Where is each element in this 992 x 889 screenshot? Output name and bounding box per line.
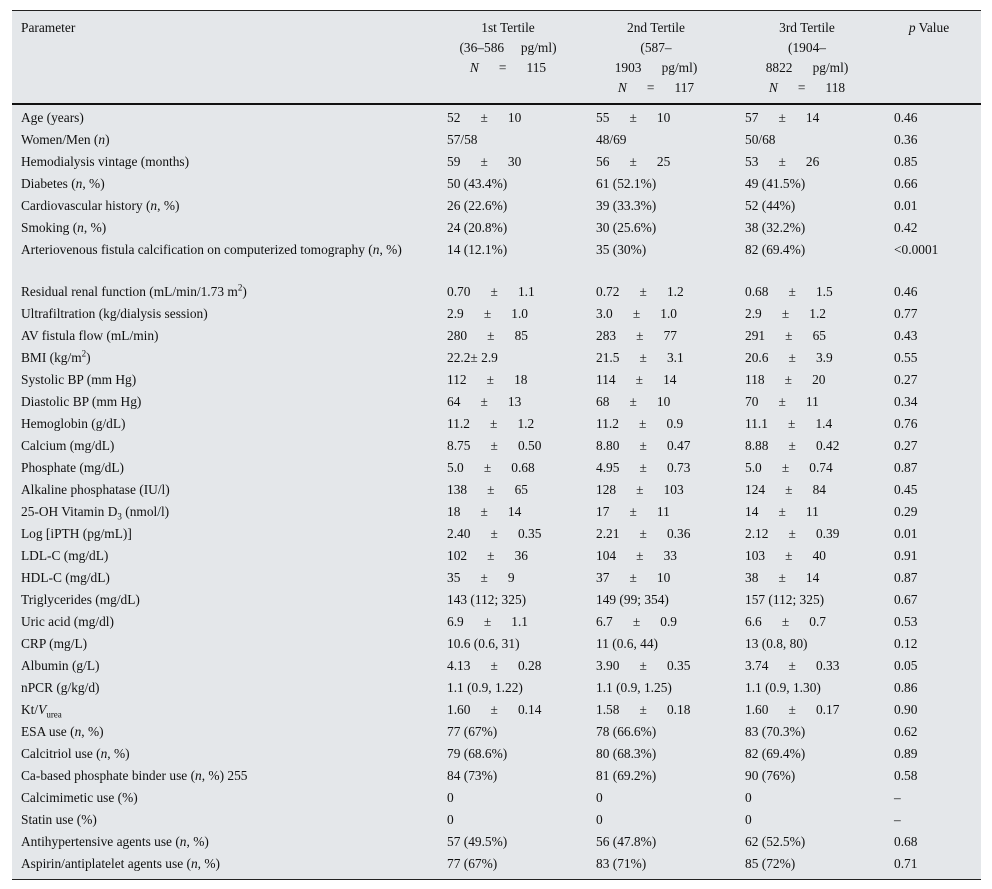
table-row [12,149,981,171]
row-tertile-2-value: 104 ± 33 [596,548,677,563]
header-tertile-2 [596,18,716,98]
row-p-value: 0.27 [894,372,918,387]
row-tertile-3-value: 38 ± 14 [745,570,820,585]
row-tertile-2-value: 39 (33.3%) [596,198,657,213]
row-parameter: Age (years) [21,110,84,125]
row-parameter: Alkaline phosphatase (IU/l) [21,482,170,497]
table-row [12,215,981,237]
row-p-value: – [894,790,901,805]
table-row [12,279,981,301]
header-p-value [894,18,964,38]
row-tertile-1-value: 77 (67%) [447,856,498,871]
row-p-value: 0.85 [894,154,918,169]
row-tertile-1-value: 0 [447,790,454,805]
table-row [12,477,981,499]
header-tertile-1-title: 1st Tertile [481,20,535,35]
row-parameter: Ultrafiltration (kg/dialysis session) [21,306,208,321]
row-p-value: 0.89 [894,746,918,761]
row-tertile-2-value: 37 ± 10 [596,570,671,585]
row-parameter: LDL-C (mg/dL) [21,548,109,563]
row-p-value: 0.58 [894,768,918,783]
row-tertile-1-value: 59 ± 30 [447,154,522,169]
row-p-value: 0.27 [894,438,918,453]
row-tertile-2-value: 128 ± 103 [596,482,684,497]
row-parameter: CRP (mg/L) [21,636,88,651]
row-parameter: Smoking (n, %) [21,220,107,235]
row-tertile-1-value: 35 ± 9 [447,570,515,585]
row-p-value: 0.86 [894,680,918,695]
header-tertile-2-range-start: (587– [640,40,672,55]
row-parameter: Aspirin/antiplatelet agents use (n, %) [21,856,220,871]
row-tertile-1-value: 0.70 ± 1.1 [447,284,535,299]
row-tertile-1-value: 1.60 ± 0.14 [447,702,542,717]
row-tertile-1-value: 102 ± 36 [447,548,528,563]
table-row [12,719,981,741]
row-tertile-1-value: 2.9 ± 1.0 [447,306,528,321]
row-parameter: Statin use (%) [21,812,97,827]
row-tertile-3-value: 38 (32.2%) [745,220,806,235]
row-tertile-3-value: 52 (44%) [745,198,796,213]
row-tertile-3-value: 83 (70.3%) [745,724,806,739]
row-p-value: 0.12 [894,636,918,651]
row-tertile-3-value: 14 ± 11 [745,504,819,519]
row-tertile-3-value: 118 ± 20 [745,372,826,387]
row-tertile-2-value: 55 ± 10 [596,110,671,125]
header-tertile-1-range: (36–586 pg/ml) [459,40,557,55]
row-tertile-3-value: 53 ± 26 [745,154,820,169]
row-p-value: 0.87 [894,460,918,475]
table-row [12,829,981,851]
row-parameter: Uric acid (mg/dl) [21,614,114,629]
row-tertile-3-value: 82 (69.4%) [745,746,806,761]
table-row [12,697,981,719]
row-parameter: Ca-based phosphate binder use (n, %) 255 [21,768,248,783]
table-row [12,631,981,653]
row-tertile-3-value: 6.6 ± 0.7 [745,614,826,629]
row-parameter: Residual renal function (mL/min/1.73 $m^2$) [21,282,247,299]
row-tertile-3-value: 1.60 ± 0.17 [745,702,840,717]
row-tertile-1-value: 77 (67%) [447,724,498,739]
table-row [12,543,981,565]
row-parameter: Log [iPTH (pg/mL)] [21,526,132,541]
row-tertile-3-value: 124 ± 84 [745,482,826,497]
row-tertile-3-value: 3.74 ± 0.33 [745,658,840,673]
row-tertile-3-value: 50/68 [745,132,776,147]
row-tertile-2-value: 17 ± 11 [596,504,670,519]
row-tertile-2-value: 48/69 [596,132,627,147]
row-tertile-1-value: 50 (43.4%) [447,176,508,191]
row-parameter: Arteriovenous fistula calcification on computerized tomography (n, %) [21,242,402,257]
row-p-value: – [894,812,901,827]
row-tertile-1-value: 57 (49.5%) [447,834,508,849]
row-tertile-1-value: 138 ± 65 [447,482,528,497]
row-p-value: 0.01 [894,198,918,213]
row-p-value: 0.66 [894,176,918,191]
row-tertile-3-value: 0 [745,790,752,805]
row-tertile-2-value: 80 (68.3%) [596,746,657,761]
row-tertile-3-value: 291 ± 65 [745,328,826,343]
header-tertile-3-range-end: 8822 pg/ml) [765,60,849,75]
row-tertile-2-value: 11 (0.6, 44) [596,636,658,651]
table-row [12,587,981,609]
row-tertile-2-value: 35 (30%) [596,242,647,257]
row-tertile-3-value: 0.68 ± 1.5 [745,284,833,299]
row-tertile-3-value: 0 [745,812,752,827]
row-tertile-2-value: 4.95 ± 0.73 [596,460,691,475]
header-tertile-2-title: 2nd Tertile [627,20,685,35]
row-tertile-3-value: 11.1 ± 1.4 [745,416,833,431]
row-parameter: Diastolic BP (mm Hg) [21,394,142,409]
table-row [12,785,981,807]
row-tertile-3-value: 13 (0.8, 80) [745,636,808,651]
table-row [12,301,981,323]
table-row [12,653,981,675]
row-tertile-2-value: 78 (66.6%) [596,724,657,739]
row-p-value: 0.29 [894,504,918,519]
row-p-value: 0.53 [894,614,918,629]
row-tertile-2-value: 56 ± 25 [596,154,671,169]
row-tertile-3-value: 90 (76%) [745,768,796,783]
header-tertile-1-n: N = 115 [469,60,547,75]
row-tertile-1-value: 11.2 ± 1.2 [447,416,535,431]
row-p-value: 0.46 [894,110,918,125]
row-tertile-1-value: 8.75 ± 0.50 [447,438,542,453]
row-tertile-2-value: 3.0 ± 1.0 [596,306,677,321]
row-tertile-2-value: 0.72 ± 1.2 [596,284,684,299]
row-parameter: nPCR (g/kg/d) [21,680,100,695]
table-row [12,433,981,455]
row-parameter: BMI $(kg/m^2)$ [21,348,91,365]
row-tertile-3-value: 103 ± 40 [745,548,826,563]
row-tertile-1-value: 79 (68.6%) [447,746,508,761]
row-tertile-2-value: 11.2 ± 0.9 [596,416,684,431]
row-parameter: Antihypertensive agents use (n, %) [21,834,209,849]
row-parameter: Women/Men (n) [21,132,110,147]
row-p-value: 0.76 [894,416,918,431]
table-row [12,763,981,785]
header-tertile-2-range-end: 1903 pg/ml) [614,60,698,75]
row-parameter: Calcitriol use (n, %) [21,746,130,761]
row-tertile-2-value: 68 ± 10 [596,394,671,409]
table-row [12,741,981,763]
row-tertile-2-value: 21.5 ± 3.1 [596,350,684,365]
row-parameter: 25-OH Vitamin $D_3$ (nmol/l) [21,504,170,522]
row-tertile-3-value: 62 (52.5%) [745,834,806,849]
row-p-value: 0.87 [894,570,918,585]
table-row [12,807,981,829]
header-p-value-label: p Value [908,20,950,35]
row-p-value: 0.01 [894,526,918,541]
row-tertile-3-value: 2.9 ± 1.2 [745,306,826,321]
row-tertile-3-value: 8.88 ± 0.42 [745,438,840,453]
header-tertile-1 [448,18,568,78]
row-p-value: 0.43 [894,328,918,343]
row-p-value: 0.05 [894,658,918,673]
row-tertile-3-value: 82 (69.4%) [745,242,806,257]
row-tertile-3-value: 49 (41.5%) [745,176,806,191]
row-tertile-2-value: 1.1 (0.9, 1.25) [596,680,672,695]
table-row [12,345,981,367]
row-parameter: Albumin (g/L) [21,658,100,673]
row-p-value: 0.68 [894,834,918,849]
row-tertile-2-value: 56 (47.8%) [596,834,657,849]
row-tertile-2-value: 114 ± 14 [596,372,677,387]
row-tertile-3-value: 70 ± 11 [745,394,819,409]
header-tertile-3-range-start: (1904– [788,40,826,55]
row-tertile-1-value: 24 (20.8%) [447,220,508,235]
row-p-value: 0.91 [894,548,918,563]
row-tertile-2-value: 149 (99; 354) [596,592,669,607]
row-parameter: Cardiovascular history (n, %) [21,198,180,213]
row-tertile-3-value: 85 (72%) [745,856,796,871]
row-p-value: 0.55 [894,350,918,365]
row-p-value: 0.67 [894,592,918,607]
row-parameter: ESA use (n, %) [21,724,104,739]
header-tertile-3-n: N = 118 [768,80,846,95]
table-row [12,171,981,193]
row-parameter: AV fistula flow (mL/min) [21,328,159,343]
row-tertile-2-value: 83 (71%) [596,856,647,871]
row-tertile-1-value: 0 [447,812,454,827]
row-parameter: Hemodialysis vintage (months) [21,154,190,169]
header-parameter-label: Parameter [21,20,76,35]
row-tertile-1-value: 14 (12.1%) [447,242,508,257]
row-tertile-2-value: 2.21 ± 0.36 [596,526,691,541]
row-tertile-1-value: 143 (112; 325) [447,592,527,607]
row-parameter: Phosphate (mg/dL) [21,460,125,475]
row-tertile-3-value: 5.0 ± 0.74 [745,460,833,475]
row-tertile-2-value: 283 ± 77 [596,328,677,343]
table-row [12,411,981,433]
row-parameter: Hemoglobin (g/dL) [21,416,126,431]
row-tertile-1-value: 5.0 ± 0.68 [447,460,535,475]
row-p-value: 0.62 [894,724,918,739]
row-parameter: Triglycerides (mg/dL) [21,592,140,607]
row-tertile-2-value: 61 (52.1%) [596,176,657,191]
row-tertile-1-value: 84 (73%) [447,768,498,783]
row-p-value: 0.45 [894,482,918,497]
row-tertile-1-value: 26 (22.6%) [447,198,508,213]
row-tertile-2-value: 81 (69.2%) [596,768,657,783]
row-tertile-2-value: 3.90 ± 0.35 [596,658,691,673]
row-tertile-1-value: 18 ± 14 [447,504,522,519]
header-tertile-3-title: 3rd Tertile [779,20,835,35]
row-tertile-1-value: 57/58 [447,132,478,147]
row-tertile-2-value: 0 [596,812,603,827]
row-parameter: Calcimimetic use (%) [21,790,138,805]
row-tertile-1-value: 6.9 ± 1.1 [447,614,528,629]
row-p-value: 0.46 [894,284,918,299]
row-parameter: HDL-C (mg/dL) [21,570,110,585]
header-parameter [21,18,75,38]
row-tertile-3-value: 1.1 (0.9, 1.30) [745,680,821,695]
row-tertile-1-value: 64 ± 13 [447,394,522,409]
row-tertile-3-value: 57 ± 14 [745,110,820,125]
row-tertile-2-value: 30 (25.6%) [596,220,657,235]
row-p-value: 0.42 [894,220,918,235]
table-row [12,193,981,215]
table-row [12,323,981,345]
table-row [12,127,981,149]
row-tertile-2-value: 6.7 ± 0.9 [596,614,677,629]
row-tertile-2-value: 8.80 ± 0.47 [596,438,691,453]
row-p-value: 0.36 [894,132,918,147]
row-parameter: Systolic BP (mm Hg) [21,372,137,387]
row-tertile-1-value: 22.2± 2.9 [447,350,498,365]
table-body [12,105,981,873]
table-row [12,851,981,873]
row-tertile-1-value: 1.1 (0.9, 1.22) [447,680,523,695]
row-tertile-2-value: 0 [596,790,603,805]
row-tertile-1-value: 52 ± 10 [447,110,522,125]
table-row [12,105,981,127]
table-row [12,521,981,543]
row-p-value: 0.71 [894,856,918,871]
row-p-value: 0.34 [894,394,918,409]
row-parameter: Calcium (mg/dL) [21,438,115,453]
table-row [12,675,981,697]
row-parameter: Diabetes (n, %) [21,176,105,191]
row-p-value: 0.77 [894,306,918,321]
row-p-value: <0.0001 [894,242,939,257]
table-row [12,367,981,389]
table-row [12,237,981,279]
data-table [12,10,981,880]
row-tertile-1-value: 2.40 ± 0.35 [447,526,542,541]
row-tertile-2-value: 1.58 ± 0.18 [596,702,691,717]
table-row [12,499,981,521]
row-tertile-3-value: 157 (112; 325) [745,592,825,607]
row-tertile-1-value: 4.13 ± 0.28 [447,658,542,673]
header-tertile-2-n: N = 117 [617,80,695,95]
table-row [12,389,981,411]
row-tertile-3-value: 2.12 ± 0.39 [745,526,840,541]
row-p-value: 0.90 [894,702,918,717]
row-tertile-1-value: 10.6 (0.6, 31) [447,636,520,651]
row-parameter: $Kt/V_{urea}$ [21,702,62,720]
row-tertile-1-value: 112 ± 18 [447,372,528,387]
header-tertile-3 [747,18,867,98]
row-tertile-1-value: 280 ± 85 [447,328,528,343]
table-row [12,455,981,477]
row-tertile-3-value: 20.6 ± 3.9 [745,350,833,365]
table-row [12,609,981,631]
table-header [12,11,981,105]
table-row [12,565,981,587]
